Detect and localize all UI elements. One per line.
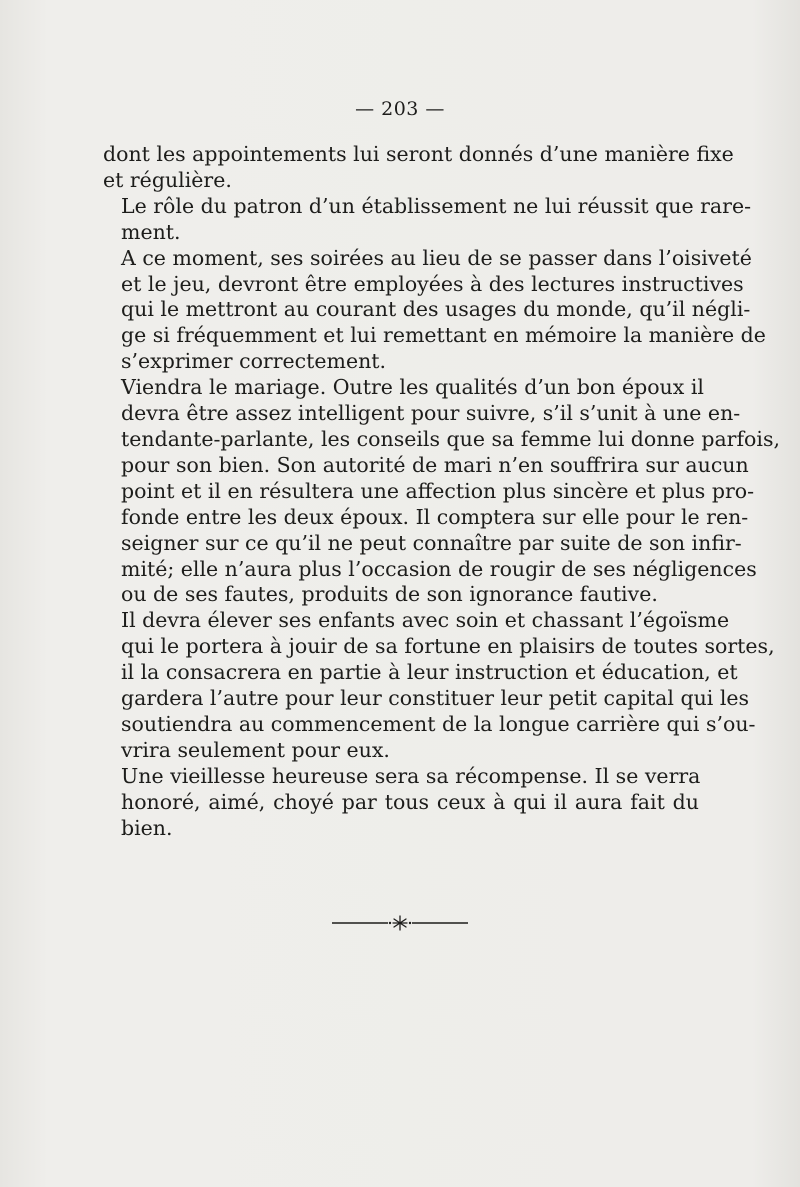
text-line: ge si fréquemment et lui remettant en mémoire la manière de <box>121 323 766 348</box>
text-line: pour son bien. Son autorité de mari n’en souffrira sur aucun <box>121 452 749 477</box>
paragraph-3 <box>103 245 766 376</box>
end-ornament <box>0 908 800 942</box>
text-line: qui le portera à jouir de sa fortune en plaisirs de toutes sortes, <box>121 634 775 659</box>
text-line: s’exprimer correctement. <box>121 349 387 374</box>
text-line: mité; elle n’aura plus l’occasion de rougir de ses négligences <box>121 556 757 581</box>
page-number: — 203 — <box>355 98 445 120</box>
paragraph-6 <box>103 764 699 842</box>
paragraph-1 <box>103 142 734 194</box>
paragraph-2 <box>103 193 752 246</box>
text-line: Le rôle du patron d’un établissement ne lui réussit que rare- <box>121 193 752 218</box>
text-line: bien. <box>121 815 173 840</box>
text-line: et le jeu, devront être employées à des lectures instructives <box>121 271 744 296</box>
text-line: gardera l’autre pour leur constituer leur petit capital qui les <box>121 686 750 711</box>
asterism-rule-icon <box>330 908 470 938</box>
text-line: devra être assez intelligent pour suivre, s’il s’unit à une en- <box>121 401 741 426</box>
text-line: Il devra élever ses enfants avec soin et chassant l’égoïsme <box>121 608 730 633</box>
text-line: Viendra le mariage. Outre les qualités d’un bon époux il <box>121 375 704 400</box>
text-line: ou de ses fautes, produits de son ignorance fautive. <box>121 582 658 607</box>
text-line: Une vieillesse heureuse sera sa récompense. Il se verra <box>121 763 701 788</box>
text-line: seigner sur ce qu’il ne peut connaître par suite de son infir- <box>121 530 742 555</box>
body-text <box>103 142 780 841</box>
text-line: dont les appointements lui seront donnés d’une manière fixe <box>103 142 734 166</box>
text-line: A ce moment, ses soirées au lieu de se passer dans l’oisiveté <box>121 245 752 270</box>
text-line: honoré, aimé, choyé par tous ceux à qui il aura fait du <box>121 789 699 814</box>
text-line: fonde entre les deux époux. Il comptera sur elle pour le ren- <box>121 504 749 529</box>
text-line: qui le mettront au courant des usages du monde, qu’il négli- <box>121 297 751 322</box>
text-line: il la consacrera en partie à leur instruction et éducation, et <box>121 660 738 685</box>
paragraph-5 <box>103 608 775 763</box>
text-line: soutiendra au commencement de la longue carrière qui s’ou- <box>121 711 756 736</box>
text-line: ment. <box>121 219 181 244</box>
text-line: et régulière. <box>103 167 232 192</box>
paragraph-4 <box>103 375 780 608</box>
text-line: tendante-parlante, les conseils que sa femme lui donne parfois, <box>121 426 780 451</box>
text-line: point et il en résultera une affection plus sincère et plus pro- <box>121 478 755 503</box>
text-line: vrira seulement pour eux. <box>121 737 390 762</box>
